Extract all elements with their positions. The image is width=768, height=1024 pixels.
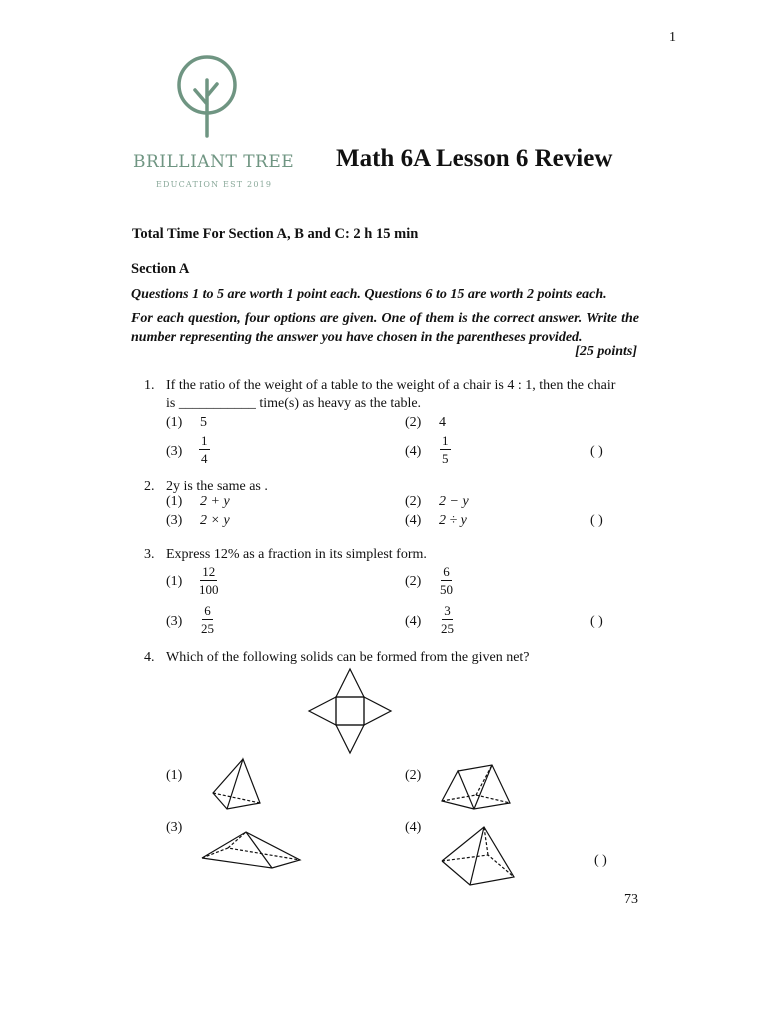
triangular-pyramid-option-diagram xyxy=(210,757,266,811)
option-label: (3) xyxy=(166,820,183,835)
fraction-numerator: 3 xyxy=(444,603,451,618)
option-label: (2) xyxy=(405,574,422,589)
answer-parentheses[interactable]: ( ) xyxy=(590,614,603,629)
option-label: (1) xyxy=(166,768,183,783)
question-text: 2y is the same as . xyxy=(166,479,268,494)
option-fraction xyxy=(201,604,214,635)
option-label: (4) xyxy=(405,820,422,835)
option-label: (2) xyxy=(405,768,422,783)
fraction-denominator: 5 xyxy=(442,451,449,466)
flat-square-pyramid-option-diagram xyxy=(200,828,302,872)
option-label: (3) xyxy=(166,513,183,528)
answer-parentheses[interactable]: ( ) xyxy=(594,853,607,868)
fraction-denominator: 25 xyxy=(441,621,454,636)
question-number: 4. xyxy=(144,650,155,665)
fraction-numerator: 12 xyxy=(202,564,216,579)
option-fraction xyxy=(440,565,453,596)
option-fraction xyxy=(441,604,454,635)
total-time: Total Time For Section A, B and C: 2 h 15 min xyxy=(132,226,419,242)
option-label: (4) xyxy=(405,444,422,459)
answer-parentheses[interactable]: ( ) xyxy=(590,513,603,528)
option-value: 5 xyxy=(200,415,207,430)
section-points: [25 points] xyxy=(575,344,637,359)
option-label: (1) xyxy=(166,494,183,509)
option-value: 2 − y xyxy=(439,494,469,509)
option-fraction xyxy=(199,565,219,596)
footer-page-number: 73 xyxy=(624,892,638,907)
option-value: 2 × y xyxy=(200,513,230,528)
square-pyramid-net-diagram xyxy=(308,668,392,754)
question-text-continued: is ___________ time(s) as heavy as the table. xyxy=(166,396,422,411)
option-label: (4) xyxy=(405,513,422,528)
question-text: Express 12% as a fraction in its simplest form. xyxy=(166,547,427,562)
option-value: 4 xyxy=(439,415,446,430)
option-label: (2) xyxy=(405,494,422,509)
triangular-prism-option-diagram xyxy=(438,763,514,811)
tree-logo-icon xyxy=(176,54,238,138)
section-heading: Section A xyxy=(131,261,190,277)
option-label: (1) xyxy=(166,574,183,589)
option-value: 2 + y xyxy=(200,494,230,509)
question-number: 3. xyxy=(144,547,155,562)
tall-square-pyramid-option-diagram xyxy=(440,825,516,887)
fraction-numerator: 6 xyxy=(204,603,211,618)
option-label: (4) xyxy=(405,614,422,629)
question-text: If the ratio of the weight of a table to the weight of a chair is 4 : 1, then the chair xyxy=(166,378,616,393)
option-label: (3) xyxy=(166,614,183,629)
answer-parentheses[interactable]: ( ) xyxy=(590,444,603,459)
instruction-answer: For each question, four options are given. One of them is the correct answer. Write the number representing the answer you have chosen in the parentheses provided. xyxy=(131,311,639,345)
fraction-denominator: 100 xyxy=(199,582,219,597)
fraction-numerator: 1 xyxy=(201,433,208,448)
page-title: Math 6A Lesson 6 Review xyxy=(336,145,613,172)
instruction-points: Questions 1 to 5 are worth 1 point each. Questions 6 to 15 are worth 2 points each. xyxy=(131,287,607,302)
question-number: 1. xyxy=(144,378,155,393)
brand-name: BRILLIANT TREE xyxy=(133,152,295,172)
fraction-denominator: 50 xyxy=(440,582,453,597)
fraction-numerator: 1 xyxy=(442,433,449,448)
option-label: (3) xyxy=(166,444,183,459)
question-text: Which of the following solids can be formed from the given net? xyxy=(166,650,530,665)
brand-tagline: EDUCATION EST 2019 xyxy=(156,180,273,189)
page-number: 1 xyxy=(669,30,676,45)
option-label: (1) xyxy=(166,415,183,430)
fraction-denominator: 4 xyxy=(201,451,208,466)
option-label: (2) xyxy=(405,415,422,430)
fraction-denominator: 25 xyxy=(201,621,214,636)
option-fraction xyxy=(440,434,451,465)
question-number: 2. xyxy=(144,479,155,494)
option-value: 2 ÷ y xyxy=(439,513,467,528)
fraction-numerator: 6 xyxy=(443,564,450,579)
option-fraction xyxy=(199,434,210,465)
